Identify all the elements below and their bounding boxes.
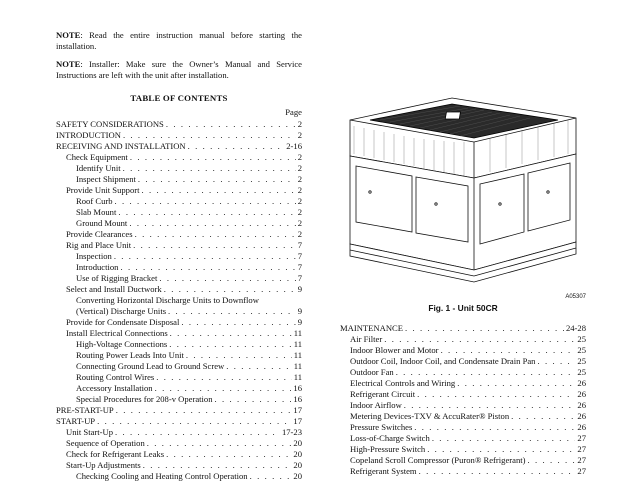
toc-entry-label: Ground Mount bbox=[76, 218, 128, 228]
toc-entry bbox=[56, 174, 302, 185]
toc-entry bbox=[340, 389, 586, 400]
toc-entry bbox=[340, 400, 586, 411]
toc-entry-page: 2 bbox=[297, 174, 302, 184]
toc-entry bbox=[340, 444, 586, 455]
toc-entry bbox=[56, 317, 302, 328]
toc-entry-label: Copeland Scroll Compressor (Puron® Refrigerant) bbox=[350, 455, 526, 465]
toc-entry-page: 20 bbox=[293, 438, 302, 448]
toc-entry-page: 17-23 bbox=[281, 427, 302, 437]
toc-entry-page: 16 bbox=[293, 383, 302, 393]
toc-entry-page: 2 bbox=[297, 185, 302, 195]
toc-entry bbox=[56, 372, 302, 383]
toc-title: TABLE OF CONTENTS bbox=[130, 93, 228, 103]
toc-entry-page: 24-28 bbox=[565, 323, 586, 333]
toc-leader-dots bbox=[166, 449, 291, 460]
toc-entry-page: 17 bbox=[293, 405, 302, 415]
toc-leader-dots bbox=[169, 339, 291, 350]
toc-entry-label: High-Voltage Connections bbox=[76, 339, 168, 349]
toc-entry bbox=[56, 350, 302, 361]
toc-leader-dots bbox=[170, 328, 292, 339]
toc-leader-dots bbox=[116, 405, 292, 416]
toc-entry-page: 26 bbox=[577, 422, 586, 432]
toc-entry-page: 2 bbox=[297, 152, 302, 162]
toc-leader-dots bbox=[215, 394, 292, 405]
toc-entry-page: 25 bbox=[577, 367, 586, 377]
toc-entry-page: 11 bbox=[293, 328, 302, 338]
toc-entry-label: Outdoor Fan bbox=[350, 367, 394, 377]
toc-entry bbox=[56, 295, 302, 306]
toc-leader-dots bbox=[155, 383, 292, 394]
toc-entry-page: 26 bbox=[577, 389, 586, 399]
toc-entry-page: 27 bbox=[577, 455, 586, 465]
right-column bbox=[340, 323, 586, 477]
toc-leader-dots bbox=[405, 323, 564, 334]
toc-entry-page: 2 bbox=[297, 207, 302, 217]
toc-entry bbox=[340, 411, 586, 422]
toc-leader-dots bbox=[384, 334, 575, 345]
toc-entry-label: Air Filter bbox=[350, 334, 383, 344]
toc-entry-label: Inspect Shipment bbox=[76, 174, 136, 184]
toc-entry-label: Pressure Switches bbox=[350, 422, 413, 432]
toc-entry-page: 16 bbox=[293, 394, 302, 404]
toc-entry-label: Refrigerant System bbox=[350, 466, 417, 476]
toc-entry bbox=[56, 152, 302, 163]
toc-leader-dots bbox=[528, 455, 576, 466]
toc-entry bbox=[340, 345, 586, 356]
toc-entry-label: Checking Cooling and Heating Control Operation bbox=[76, 471, 248, 481]
toc-entry-page: 11 bbox=[293, 339, 302, 349]
toc-entry bbox=[56, 251, 302, 262]
toc-entry-label: Metering Devices-TXV & AccuRater® Piston bbox=[350, 411, 510, 421]
toc-entry-page: 11 bbox=[293, 361, 302, 371]
toc-leader-dots bbox=[164, 284, 296, 295]
toc-entry bbox=[56, 416, 302, 427]
toc-entry-label: START-UP bbox=[56, 416, 96, 426]
toc-entry-label: (Vertical) Discharge Units bbox=[76, 306, 167, 316]
toc-entry bbox=[56, 449, 302, 460]
toc-entry-label: Slab Mount bbox=[76, 207, 117, 217]
toc-leader-dots bbox=[168, 306, 296, 317]
toc-entry-label: PRE-START-UP bbox=[56, 405, 114, 415]
toc-entry-label: Select and Install Ductwork bbox=[66, 284, 162, 294]
toc-leader-dots bbox=[226, 361, 292, 372]
unit-50cr-illustration bbox=[340, 92, 586, 292]
toc-entry-label: Loss-of-Charge Switch bbox=[350, 433, 430, 443]
toc-entry-label: Connecting Ground Lead to Ground Screw bbox=[76, 361, 225, 371]
toc-leader-dots bbox=[427, 444, 575, 455]
toc-leader-dots bbox=[188, 141, 285, 152]
toc-entry-label: Start-Up Adjustments bbox=[66, 460, 141, 470]
toc-leader-dots bbox=[133, 240, 296, 251]
toc-entry-page: 2 bbox=[297, 196, 302, 206]
toc-leader-dots bbox=[120, 262, 295, 273]
toc-leader-dots bbox=[135, 229, 296, 240]
toc-entry bbox=[56, 196, 302, 207]
toc-entry bbox=[56, 471, 302, 482]
toc-entry-label: Routing Power Leads Into Unit bbox=[76, 350, 184, 360]
toc-leader-dots bbox=[250, 471, 292, 482]
toc-entry-page: 20 bbox=[293, 471, 302, 481]
toc-leader-dots bbox=[130, 152, 296, 163]
toc-entry-page: 25 bbox=[577, 334, 586, 344]
toc-leader-dots bbox=[142, 185, 296, 196]
toc-entry-label: Indoor Airflow bbox=[350, 400, 402, 410]
toc-entry bbox=[340, 466, 586, 477]
toc-entry bbox=[56, 163, 302, 174]
toc-entry bbox=[56, 438, 302, 449]
toc-leader-dots bbox=[414, 422, 575, 433]
toc-entry bbox=[56, 218, 302, 229]
toc-entry bbox=[340, 334, 586, 345]
toc-entry-page: 2-16 bbox=[286, 141, 302, 151]
toc-entry bbox=[56, 141, 302, 152]
toc-leader-dots bbox=[115, 196, 296, 207]
note-1: NOTE: Read the entire instruction manual before starting the installation. bbox=[56, 30, 302, 51]
toc-entry-page: 2 bbox=[297, 163, 302, 173]
toc-entry-label: Rig and Place Unit bbox=[66, 240, 132, 250]
toc-entry-page: 7 bbox=[297, 251, 302, 261]
toc-leader-dots bbox=[147, 438, 292, 449]
toc-entry-label: Provide for Condensate Disposal bbox=[66, 317, 180, 327]
toc-leader-dots bbox=[123, 130, 296, 141]
toc-entry-label: Indoor Blower and Motor bbox=[350, 345, 439, 355]
toc-leader-dots bbox=[138, 174, 296, 185]
toc-entry-label: SAFETY CONSIDERATIONS bbox=[56, 119, 164, 129]
toc-entry-label: Inspection bbox=[76, 251, 112, 261]
figure-caption: Fig. 1 - Unit 50CR bbox=[428, 303, 498, 313]
toc-leader-dots bbox=[123, 163, 296, 174]
toc-leader-dots bbox=[97, 416, 291, 427]
toc-entry-page: 2 bbox=[297, 229, 302, 239]
toc-page-header: Page bbox=[285, 107, 302, 117]
toc-entry-label: Use of Rigging Bracket bbox=[76, 273, 158, 283]
toc-entry bbox=[340, 323, 586, 334]
toc-entry bbox=[56, 240, 302, 251]
toc-entry-page: 7 bbox=[297, 240, 302, 250]
toc-entry bbox=[340, 356, 586, 367]
toc-left-list bbox=[56, 119, 302, 482]
toc-leader-dots bbox=[129, 218, 295, 229]
toc-entry bbox=[56, 328, 302, 339]
toc-entry bbox=[56, 119, 302, 130]
toc-entry bbox=[56, 262, 302, 273]
toc-entry bbox=[56, 361, 302, 372]
toc-entry-label: Check for Refrigerant Leaks bbox=[66, 449, 165, 459]
toc-entry bbox=[56, 130, 302, 141]
toc-entry-label: MAINTENANCE bbox=[340, 323, 404, 333]
toc-entry-label: Check Equipment bbox=[66, 152, 128, 162]
toc-entry-label: Unit Start-Up bbox=[66, 427, 114, 437]
toc-entry-page: 2 bbox=[297, 218, 302, 228]
toc-right-list bbox=[340, 323, 586, 477]
toc-entry bbox=[56, 394, 302, 405]
toc-entry bbox=[56, 383, 302, 394]
toc-entry bbox=[56, 460, 302, 471]
toc-entry-label: Outdoor Coil, Indoor Coil, and Condensate Drain Pan bbox=[350, 356, 536, 366]
toc-leader-dots bbox=[114, 251, 296, 262]
toc-entry-label: High-Pressure Switch bbox=[350, 444, 426, 454]
toc-entry-page: 27 bbox=[577, 433, 586, 443]
toc-entry-page: 27 bbox=[577, 444, 586, 454]
toc-leader-dots bbox=[511, 411, 575, 422]
toc-entry-page: 27 bbox=[577, 466, 586, 476]
toc-entry-page: 9 bbox=[297, 284, 302, 294]
toc-leader-dots bbox=[143, 460, 292, 471]
toc-entry-label: Special Procedures for 208-v Operation bbox=[76, 394, 213, 404]
toc-entry bbox=[56, 273, 302, 284]
toc-entry bbox=[340, 455, 586, 466]
toc-leader-dots bbox=[432, 433, 576, 444]
toc-entry bbox=[56, 339, 302, 350]
toc-entry-label: Sequence of Operation bbox=[66, 438, 145, 448]
toc-entry-page: 20 bbox=[293, 460, 302, 470]
toc-leader-dots bbox=[441, 345, 576, 356]
toc-entry-page: 2 bbox=[297, 130, 302, 140]
toc-entry-label: Provide Clearances bbox=[66, 229, 133, 239]
toc-entry-label: Electrical Controls and Wiring bbox=[350, 378, 456, 388]
toc-entry-page: 25 bbox=[577, 345, 586, 355]
toc-leader-dots bbox=[396, 367, 576, 378]
toc-leader-dots bbox=[115, 427, 280, 438]
toc-entry bbox=[56, 185, 302, 196]
toc-entry bbox=[340, 433, 586, 444]
toc-entry-page: 17 bbox=[293, 416, 302, 426]
toc-entry bbox=[340, 378, 586, 389]
toc-entry-page: 26 bbox=[577, 411, 586, 421]
toc-entry-label: Provide Unit Support bbox=[66, 185, 140, 195]
toc-entry-label: Roof Curb bbox=[76, 196, 113, 206]
toc-entry-page: 9 bbox=[297, 317, 302, 327]
toc-entry-page: 11 bbox=[293, 350, 302, 360]
toc-leader-dots bbox=[417, 389, 575, 400]
toc-entry-label: Install Electrical Connections bbox=[66, 328, 168, 338]
toc-leader-dots bbox=[419, 466, 576, 477]
toc-entry-label: Refrigerant Circuit bbox=[350, 389, 416, 399]
toc-entry-label: Introduction bbox=[76, 262, 119, 272]
toc-entry-label: Identify Unit bbox=[76, 163, 121, 173]
toc-leader-dots bbox=[156, 372, 291, 383]
note-2: NOTE: Installer: Make sure the Owner’s Manual and Service Instructions are left with the unit after installation. bbox=[56, 59, 302, 80]
figure-code: A05307 bbox=[565, 294, 586, 300]
toc-entry-page: 9 bbox=[297, 306, 302, 316]
toc-entry bbox=[56, 306, 302, 317]
toc-entry bbox=[56, 427, 302, 438]
toc-leader-dots bbox=[537, 356, 575, 367]
toc-leader-dots bbox=[186, 350, 292, 361]
toc-entry-page: 2 bbox=[297, 119, 302, 129]
toc-entry bbox=[56, 207, 302, 218]
toc-entry-label: RECEIVING AND INSTALLATION bbox=[56, 141, 186, 151]
toc-entry-page: 26 bbox=[577, 400, 586, 410]
toc-entry-page: 26 bbox=[577, 378, 586, 388]
toc-leader-dots bbox=[181, 317, 295, 328]
left-column bbox=[56, 30, 302, 482]
toc-entry bbox=[56, 405, 302, 416]
toc-entry bbox=[56, 284, 302, 295]
toc-entry-label: INTRODUCTION bbox=[56, 130, 121, 140]
toc-leader-dots bbox=[457, 378, 575, 389]
toc-leader-dots bbox=[118, 207, 295, 218]
toc-entry bbox=[340, 367, 586, 378]
toc-entry-page: 7 bbox=[297, 273, 302, 283]
toc-entry bbox=[56, 229, 302, 240]
toc-entry-label: Routing Control Wires bbox=[76, 372, 155, 382]
toc-leader-dots bbox=[159, 273, 295, 284]
toc-entry-page: 20 bbox=[293, 449, 302, 459]
toc-entry-page: 11 bbox=[293, 372, 302, 382]
toc-leader-dots bbox=[404, 400, 576, 411]
toc-entry-page: 25 bbox=[577, 356, 586, 366]
toc-entry-label: Accessory Installation bbox=[76, 383, 153, 393]
toc-entry bbox=[340, 422, 586, 433]
toc-entry-label: Converting Horizontal Discharge Units to Downflow bbox=[76, 295, 259, 305]
toc-leader-dots bbox=[166, 119, 296, 130]
toc-entry-page: 7 bbox=[297, 262, 302, 272]
